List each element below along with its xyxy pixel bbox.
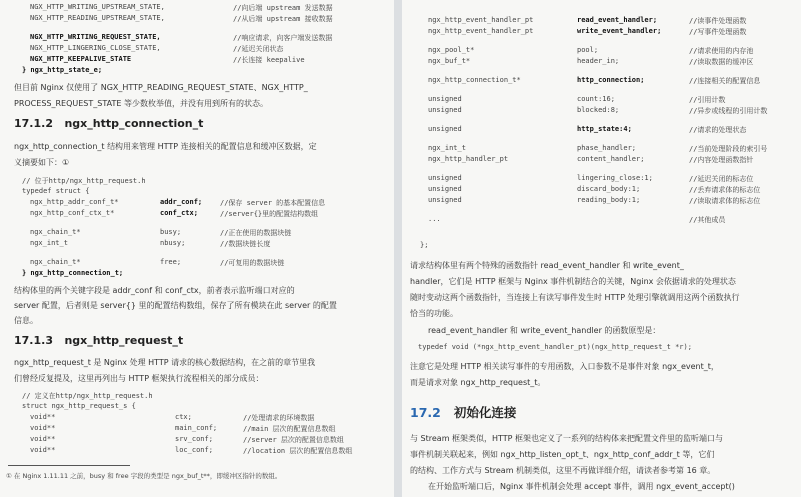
paragraph-line: 义摘要如下：① <box>14 158 70 167</box>
code-field: discard_body:1; <box>577 185 641 193</box>
code-type: ngx_int_t <box>428 144 466 152</box>
code-comment: //其他成员 <box>689 216 726 224</box>
code-field: lingering_close:1; <box>577 174 653 182</box>
paragraph-line: 随时变动这两个函数指针，当连接上有读写事件发生时 HTTP 处理引擎就调用这两个函数执行 <box>410 293 740 302</box>
code-line: NGX_HTTP_WRITING_UPSTREAM_STATE, <box>30 3 165 11</box>
code-field: header_in; <box>577 57 620 65</box>
code-comment: //引用计数 <box>689 96 726 104</box>
code-line: } ngx_http_state_e; <box>22 66 103 74</box>
code-field: addr_conf; <box>160 198 203 206</box>
paragraph-line: 但目前 Nginx 仅使用了 NGX_HTTP_READING_REQUEST_STATE、NGX_HTTP_ <box>14 83 308 92</box>
paragraph-line: read_event_handler 和 write_event_handler 的函数原型是： <box>428 326 661 335</box>
code-type: ngx_buf_t* <box>428 57 471 65</box>
code-type: unsigned <box>428 185 462 193</box>
code-type: unsigned <box>428 106 462 114</box>
code-comment: //main 层次的配置信息数组 <box>243 425 336 433</box>
code-comment: //数据块链长度 <box>220 240 271 248</box>
code-field: main_conf; <box>175 424 218 432</box>
paragraph-line: PROCESS_REQUEST_STATE 等少数枚举值，并没有用到所有的状态。 <box>14 99 268 108</box>
code-comment: //响应请求，向客户端发送数据 <box>233 34 333 42</box>
code-line: NGX_HTTP_WRITING_REQUEST_STATE, <box>30 33 161 41</box>
left-page <box>0 0 394 497</box>
code-comment: //location 层次的配置信息数组 <box>243 447 353 455</box>
code-line: NGX_HTTP_LINGERING_CLOSE_STATE, <box>30 44 161 52</box>
code-type: ngx_chain_t* <box>30 258 81 266</box>
paragraph-line: 事件机制关联起来，例如 ngx_http_listen_opt_t、ngx_http_conf_addr_t 等，它们 <box>410 450 715 459</box>
footnote: ① 在 Nginx 1.11.11 之前，busy 和 free 字段的类型是 ngx_buf_t**，即缓冲区指针的数组。 <box>6 472 282 480</box>
code-type: unsigned <box>428 125 462 133</box>
footnote-rule <box>8 465 130 466</box>
chapter-section-heading <box>410 403 516 421</box>
code-line: }; <box>420 241 429 249</box>
code-field: srv_conf; <box>175 435 213 443</box>
code-field: pool; <box>577 46 599 54</box>
page-gutter <box>394 0 402 497</box>
code-field: count:16; <box>577 95 615 103</box>
code-line: } ngx_http_connection_t; <box>22 269 124 277</box>
code-comment: //请求使用的内存池 <box>689 47 754 55</box>
code-comment: //server 层次的配置信息数组 <box>243 436 344 444</box>
code-line: // 位于http/ngx_http_request.h <box>22 177 146 185</box>
code-type: ngx_http_conf_ctx_t* <box>30 209 115 217</box>
code-type: unsigned <box>428 174 462 182</box>
code-line: // 定义在http/ngx_http_request.h <box>22 392 153 400</box>
code-field: http_state:4; <box>577 125 632 133</box>
code-type: ngx_http_connection_t* <box>428 76 521 84</box>
code-field: conf_ctx; <box>160 209 198 217</box>
code-type: unsigned <box>428 95 462 103</box>
code-type: ngx_http_handler_pt <box>428 155 509 163</box>
code-line: typedef void (*ngx_http_event_handler_pt)(ngx_http_request_t *r); <box>418 343 692 351</box>
paragraph-line: 结构体里的两个关键字段是 addr_conf 和 conf_ctx，前者表示监听端口对应的 <box>14 286 295 295</box>
code-type: ngx_int_t <box>30 239 68 247</box>
paragraph-line: 信息。 <box>14 316 38 325</box>
code-field: write_event_handler; <box>577 27 662 35</box>
section-heading: 17.1.2 ngx_http_connection_t <box>14 117 204 130</box>
code-field: content_handler; <box>577 155 645 163</box>
paragraph-line: handler，它们是 HTTP 框架与 Nginx 事件机制结合的关键，Nginx 会依据请求的处理状态 <box>410 277 736 286</box>
code-line: struct ngx_http_request_s { <box>22 402 136 410</box>
code-field: busy; <box>160 228 182 236</box>
code-field: free; <box>160 258 182 266</box>
code-type: ngx_http_event_handler_pt <box>428 16 534 24</box>
section-heading: 17.1.3 ngx_http_request_t <box>14 334 184 347</box>
code-comment: //内容处理函数指针 <box>689 156 754 164</box>
paragraph-line: ngx_http_connection_t 结构用来管理 HTTP 连接相关的配置信息和缓冲区数据，定 <box>14 142 317 151</box>
section-title: 初始化连接 <box>440 405 517 420</box>
code-type: void** <box>30 413 56 421</box>
code-comment: //丢弃请求体的标志位 <box>689 186 761 194</box>
code-type: void** <box>30 435 56 443</box>
code-field: read_event_handler; <box>577 16 658 24</box>
code-comment: //写事件处理函数 <box>689 28 747 36</box>
code-comment: //可复用的数据块链 <box>220 259 285 267</box>
code-comment: //读取请求体的标志位 <box>689 197 761 205</box>
code-comment: //从后端 upstream 接收数据 <box>233 15 333 23</box>
code-field: blocked:8; <box>577 106 620 114</box>
code-type: unsigned <box>428 196 462 204</box>
code-line: NGX_HTTP_READING_UPSTREAM_STATE, <box>30 14 165 22</box>
code-line: NGX_HTTP_KEEPALIVE_STATE <box>30 55 132 63</box>
code-field: loc_conf; <box>175 446 213 454</box>
code-comment: //异步或线程的引用计数 <box>689 107 768 115</box>
paragraph-line: 请求结构体里有两个特殊的函数指针 read_event_handler 和 write_event_ <box>410 261 684 270</box>
paragraph-line: 与 Stream 框架类似，HTTP 框架也定义了一系列的结构体来把配置文件里的监听端口与 <box>410 434 724 443</box>
code-comment: //当前处理阶段的索引号 <box>689 145 768 153</box>
code-comment: //处理请求的环境数据 <box>243 414 315 422</box>
paragraph-line: 的结构、工作方式与 Stream 机制类似，这里不再做详细介绍，请读者参考第 16 章。 <box>410 466 716 475</box>
code-type: ngx_chain_t* <box>30 228 81 236</box>
code-type: void** <box>30 424 56 432</box>
code-field: phase_handler; <box>577 144 637 152</box>
code-type: ngx_pool_t* <box>428 46 475 54</box>
code-comment: //读事件处理函数 <box>689 17 747 25</box>
paragraph-line: 而是请求对象 ngx_http_request_t。 <box>410 378 546 387</box>
code-field: reading_body:1; <box>577 196 641 204</box>
code-comment: //延迟关闭状态 <box>233 45 284 53</box>
code-comment: //正在使用的数据块链 <box>220 229 292 237</box>
paragraph-line: server 配置，后者则是 server{} 里的配置结构数组，保存了所有模块在此 server 的配置 <box>14 301 337 310</box>
code-comment: //延迟关闭的标志位 <box>689 175 754 183</box>
code-type: void** <box>30 446 56 454</box>
code-type: ngx_http_event_handler_pt <box>428 27 534 35</box>
paragraph-line: 们曾经反复提及，这里再列出与 HTTP 框架执行流程相关的部分成员： <box>14 374 264 383</box>
paragraph-line: 注意它是处理 HTTP 相关读写事件的专用函数，入口参数不是事件对象 ngx_event_t， <box>410 362 719 371</box>
code-comment: //连接相关的配置信息 <box>689 77 761 85</box>
code-comment: //请求的处理状态 <box>689 126 747 134</box>
code-comment: //向后端 upstream 发送数据 <box>233 4 333 12</box>
paragraph-line: 在开始监听端口后，Nginx 事件机制会处理 accept 事件，调用 ngx_event_accept() <box>428 482 735 491</box>
code-comment: //长连接 keepalive <box>233 56 305 64</box>
paragraph-line: ngx_http_request_t 是 Nginx 处理 HTTP 请求的核心数据结构，在之前的章节里我 <box>14 358 316 367</box>
code-field: http_connection; <box>577 76 645 84</box>
code-field: nbusy; <box>160 239 186 247</box>
code-comment: //读取数据的缓冲区 <box>689 58 754 66</box>
code-type: ngx_http_addr_conf_t* <box>30 198 119 206</box>
right-page <box>402 0 801 497</box>
code-line: typedef struct { <box>22 187 90 195</box>
code-comment: //server{}里的配置结构数组 <box>220 210 319 218</box>
code-comment: //保存 server 的基本配置信息 <box>220 199 326 207</box>
section-number: 17.2 <box>410 405 441 420</box>
code-field: ctx; <box>175 413 192 421</box>
paragraph-line: 恰当的功能。 <box>410 309 458 318</box>
code-type: ... <box>428 215 441 223</box>
